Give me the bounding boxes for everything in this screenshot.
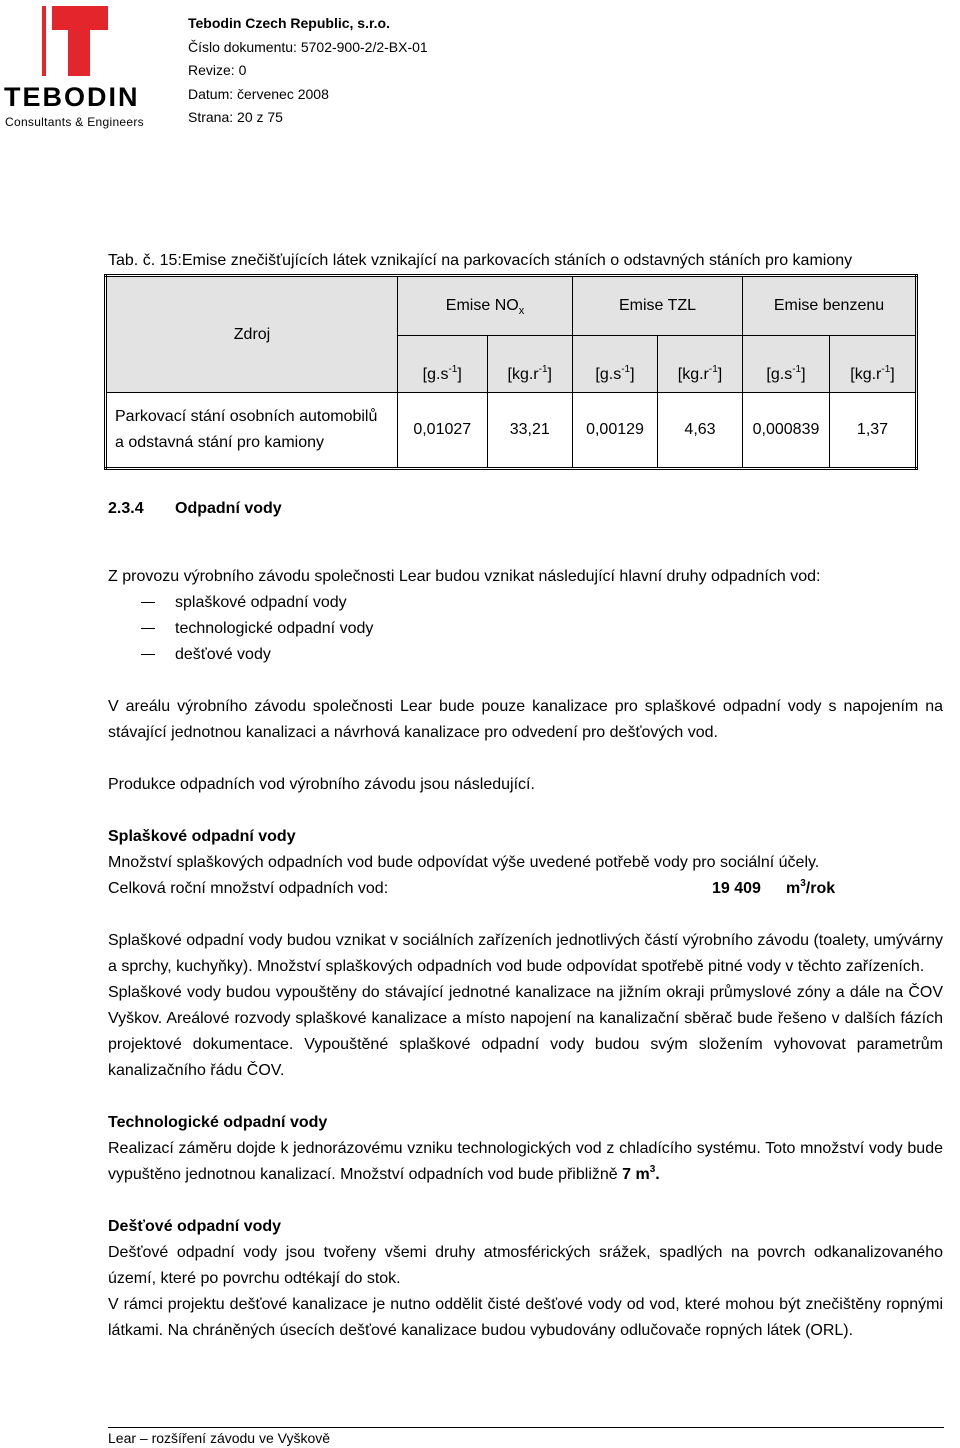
sewage-amount-paragraph: Množství splaškových odpadních vod bude odpovídat výše uvedené potřebě vody pro sociální účely.	[108, 854, 820, 871]
unit-cell: $[kg.r^{-1}]$	[830, 336, 917, 393]
tzl-header: Emise TZL	[573, 276, 743, 336]
annual-volume-unit: $m^3$/rok	[786, 877, 836, 897]
rainwater-paragraph-1: Dešťové odpadní vody jsou tvořeny všemi druhy atmosférických srážek, spadlých na povrch odkanalizovaného území, které po povrchu odtékají do stok.	[108, 1244, 943, 1287]
list-item: dešťové vody	[108, 642, 943, 668]
technological-paragraph: Realizací záměru dojde k jednorázovému vzniku technologických vod z chladícího systému. Toto množství vody bude vypuštěno jednotnou kanalizací. Množství odpadních vod bude přibližně 7 $m^3$.	[108, 1140, 943, 1183]
source-line-1: Parkovací stání osobních automobilů	[115, 408, 378, 425]
date: Datum: červenec 2008	[188, 85, 329, 102]
section-number: 2.3.4	[108, 500, 144, 517]
document-number: Číslo dokumentu: 5702-900-2/2-BX-01	[188, 38, 428, 55]
value-cell: 0,00129	[573, 393, 658, 469]
production-paragraph: Produkce odpadních vod výrobního závodu jsou následující.	[108, 776, 535, 793]
value-cell: 1,37	[830, 393, 917, 469]
source-cell	[106, 393, 398, 469]
footer-text: Lear – rozšíření závodu ve Vyškově	[108, 1430, 331, 1446]
intro-paragraph: Z provozu výrobního závodu společnosti Lear budou vznikat následující hlavní druhy odpadních vod:	[108, 568, 821, 585]
rainwater-paragraph-2: V rámci projektu dešťové kanalizace je nutno oddělit čisté dešťové vody od vod, které mohou být znečištěny ropnými látkami. Na chráněných úsecích dešťové kanalizace budou vybudovány odlučovače ropných látek (ORL).	[108, 1296, 943, 1339]
sewage-paragraph-1: Splaškové odpadní vody budou vznikat v sociálních zařízeních jednotlivých částí výrobního závodu (toalety, umývárny a sprchy, kuchyňky). Množství splaškových odpadních vod bude odpovídat spotřebě pitné vody v těchto zařízeních.	[108, 932, 943, 975]
unit-cell: $[g.s^{-1}]$	[398, 336, 488, 393]
logo-name: TEBODIN	[4, 82, 140, 112]
benzene-header: Emise benzenu	[743, 276, 917, 336]
annual-volume-value: 19 409	[712, 880, 761, 897]
table-caption: Tab. č. 15:Emise znečišťujících látek vznikající na parkovacích stáních o odstavných stáních pro kamiony	[108, 252, 853, 269]
nox-label: Emise NO	[445, 297, 519, 314]
annual-volume-label: Celková roční množství odpadních vod:	[108, 880, 389, 897]
wastewater-types-list	[108, 590, 943, 668]
unit-cell: $[kg.r^{-1}]$	[658, 336, 743, 393]
value-cell: 33,21	[487, 393, 573, 469]
annual-volume-row	[108, 876, 943, 902]
value-cell: 0,01027	[398, 393, 488, 469]
nox-subscript: x	[518, 305, 525, 318]
logo-subtitle: Consultants & Engineers	[5, 115, 144, 129]
value-cell: 4,63	[658, 393, 743, 469]
source-line-2: a odstavná stání pro kamiony	[115, 434, 325, 451]
section-heading	[108, 500, 282, 518]
sewer-paragraph: V areálu výrobního závodu společnosti Lear bude pouze kanalizace pro splaškové odpadní vody s napojením na stávající jednotnou kanalizaci a návrhová kanalizace pro odvedení pro dešťových vod.	[108, 698, 943, 741]
document-header	[188, 12, 428, 130]
tebodin-logo	[4, 4, 156, 128]
dash-bullet-icon	[141, 602, 155, 603]
dash-bullet-icon	[141, 654, 155, 655]
page-number: Strana: 20 z 75	[188, 109, 283, 125]
tebodin-logo-mark	[4, 4, 116, 84]
company-name: Tebodin Czech Republic, s.r.o.	[188, 15, 390, 31]
section-title: Odpadní vody	[175, 500, 282, 517]
document-body	[108, 564, 943, 1344]
sewage-paragraph-2: Splaškové vody budou vypouštěny do stávající jednotné kanalizace na jižním okraji průmyslové zóny a dále na ČOV Vyškov. Areálové rozvody splaškové kanalizace a místo napojení na kanalizační sběrač bude řešeno v dalších fázích projektové dokumentace. Vypouštěné splaškové odpadní vody budou svým složením vyhovovat parametrům kanalizačního řádu ČOV.	[108, 984, 943, 1079]
unit-cell: $[kg.r^{-1}]$	[487, 336, 573, 393]
unit-cell: $[g.s^{-1}]$	[743, 336, 830, 393]
sewage-heading: Splaškové odpadní vody	[108, 828, 296, 845]
list-item: technologické odpadní vody	[108, 616, 943, 642]
footer-divider	[108, 1427, 944, 1428]
nox-header	[398, 276, 573, 336]
revision: Revize: 0	[188, 62, 247, 78]
source-header: Zdroj	[106, 276, 398, 393]
value-cell: 0,000839	[743, 393, 830, 469]
technological-heading: Technologické odpadní vody	[108, 1114, 328, 1131]
unit-cell: $[g.s^{-1}]$	[573, 336, 658, 393]
rainwater-heading: Dešťové odpadní vody	[108, 1218, 282, 1235]
dash-bullet-icon	[141, 628, 155, 629]
list-item: splaškové odpadní vody	[108, 590, 943, 616]
emissions-table	[104, 274, 918, 470]
